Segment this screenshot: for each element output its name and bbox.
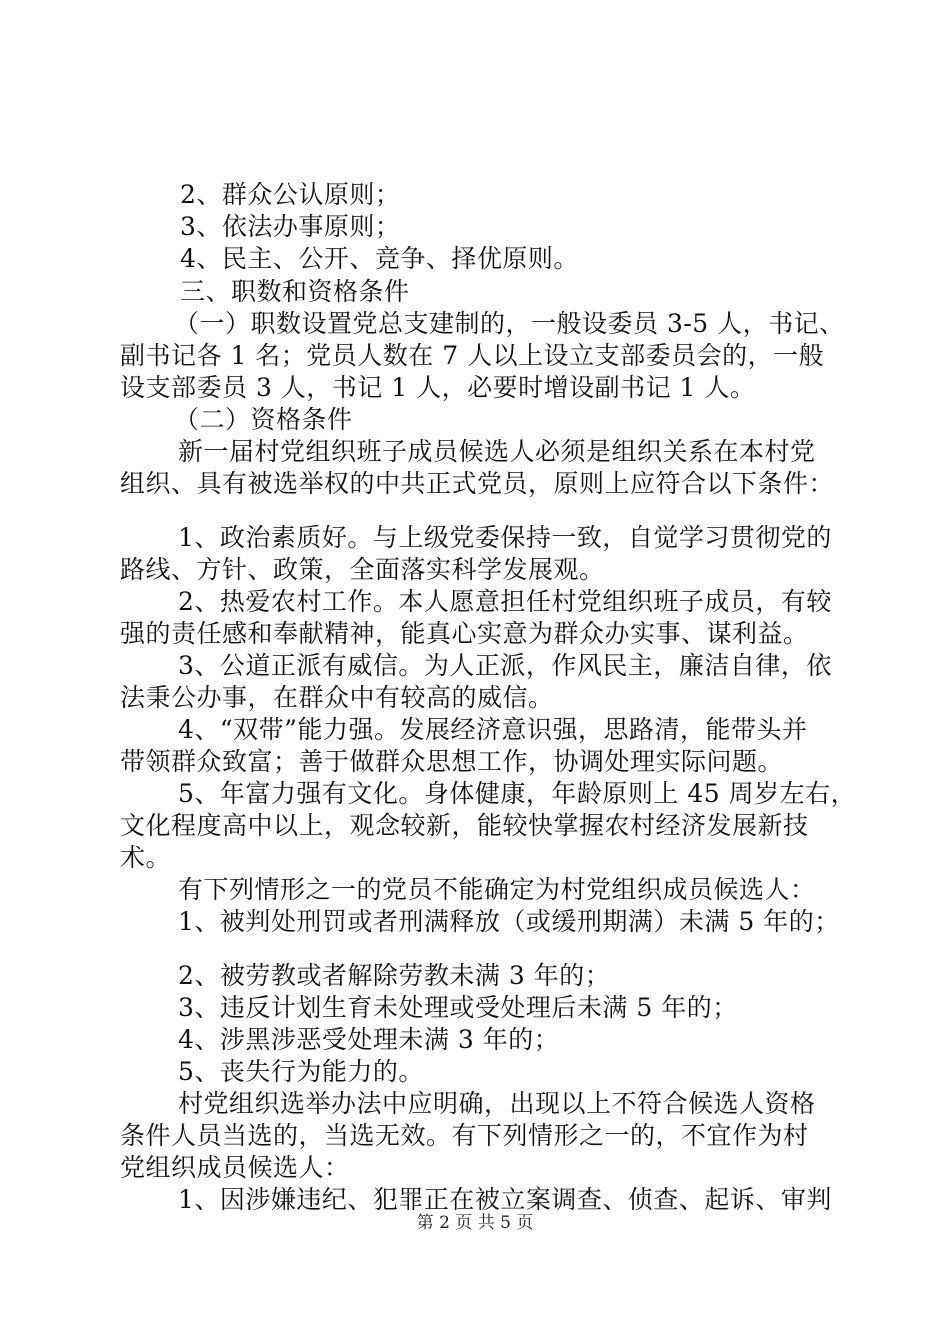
text-line: 有下列情形之一的党员不能确定为村党组织成员候选人：	[178, 875, 816, 904]
page-footer: 第 2 页 共 5 页	[416, 1213, 534, 1233]
text-line: 村党组织选举办法中应明确，出现以上不符合候选人资格	[178, 1089, 816, 1118]
text-line: 4、涉黑涉恶受处理未满 3 年的；	[178, 1025, 560, 1054]
text-line: 1、被判处刑罚或者刑满释放（或缓刑期满）未满 5 年的；	[178, 907, 840, 936]
text-line: 4、民主、公开、竞争、择优原则。	[180, 244, 579, 273]
text-line: 强的责任感和奉献精神，能真心实意为群众办实事、谋利益。	[120, 619, 809, 648]
text-line: 副书记各 1 名；党员人数在 7 人以上设立支部委员会的，一般	[120, 341, 825, 370]
text-line: 2、群众公认原则；	[180, 180, 401, 209]
text-line: 3、公道正派有威信。为人正派，作风民主，廉洁自律，依	[178, 651, 832, 680]
text-line: 术。	[120, 843, 172, 872]
text-line: 新一届村党组织班子成员候选人必须是组织关系在本村党	[178, 437, 816, 466]
text-line: 3、依法办事原则；	[180, 212, 401, 241]
text-line: 文化程度高中以上，观念较新，能较快掌握农村经济发展新技	[120, 811, 809, 840]
text-line: 条件人员当选的，当选无效。有下列情形之一的，不宜作为村	[120, 1121, 809, 1150]
text-line: 2、热爱农村工作。本人愿意担任村党组织班子成员，有较	[178, 587, 832, 616]
text-line: 2、被劳教或者解除劳教未满 3 年的；	[178, 961, 611, 990]
text-line: 法秉公办事，在群众中有较高的威信。	[120, 683, 554, 712]
text-line: 5、丧失行为能力的。	[178, 1057, 424, 1086]
section-heading: 三、职数和资格条件	[180, 277, 410, 306]
text-line: 路线、方针、政策，全面落实科学发展观。	[120, 555, 605, 584]
text-line: 5、年富力强有文化。身体健康，年龄原则上 45 周岁左右，	[178, 779, 857, 808]
subsection-heading: （二）资格条件	[174, 405, 353, 434]
text-line: 4、“双带”能力强。发展经济意识强，思路清，能带头并	[178, 715, 808, 744]
text-line: 1、因涉嫌违纪、犯罪正在被立案调查、侦查、起诉、审判	[178, 1185, 832, 1214]
text-line: 1、政治素质好。与上级党委保持一致，自觉学习贯彻党的	[178, 523, 832, 552]
text-line: 设支部委员 3 人，书记 1 人，必要时增设副书记 1 人。	[120, 373, 756, 402]
text-line: 组织、具有被选举权的中共正式党员，原则上应符合以下条件：	[120, 469, 835, 498]
text-line: （一）职数设置党总支建制的，一般设委员 3-5 人，书记、	[174, 309, 845, 338]
text-line: 3、违反计划生育未处理或受处理后未满 5 年的；	[178, 993, 738, 1022]
text-line: 带领群众致富；善于做群众思想工作，协调处理实际问题。	[120, 747, 784, 776]
text-line: 党组织成员候选人：	[120, 1153, 350, 1182]
